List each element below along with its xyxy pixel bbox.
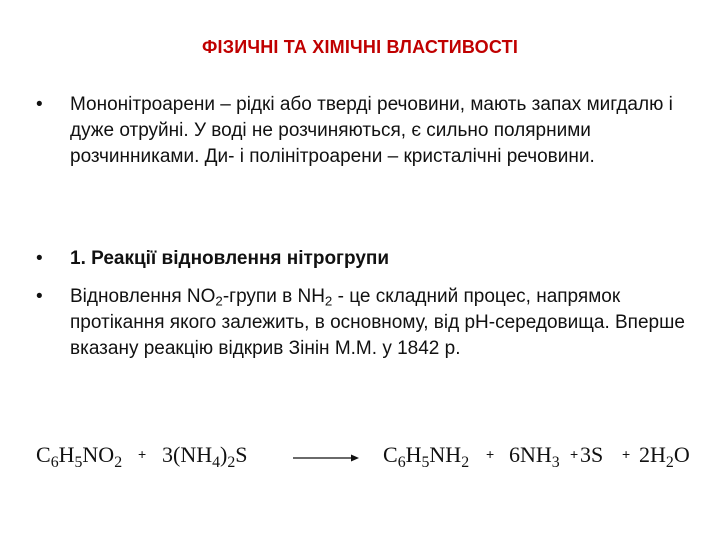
plus-sign: + xyxy=(138,446,147,462)
bullet-dot: • xyxy=(36,248,43,269)
reaction-arrow-icon xyxy=(293,453,359,463)
bullet-reduction-heading xyxy=(36,246,688,272)
bullet-text: Мононітроарени – рідкі або тверді речовини, мають запах мигдалю і дуже отруйні. У воді не розчиняються, є сильно полярними розчинниками. Ди- і полінітроарени – кристалічні речовини. xyxy=(70,94,673,167)
product-aniline: $C_6H_5NH_2$ xyxy=(383,442,470,471)
reactant-nitrobenzene: $C_6H_5NO_2$ xyxy=(36,442,123,471)
subscript: 2 xyxy=(215,293,223,309)
subscript: 2 xyxy=(324,293,333,309)
text-part: - це складний процес, напрямок протікання якого залежить, в основному, від рН-середовища. Вперше вказану реакцію відкрив Зінін М.М. у 1842 р. xyxy=(70,286,685,359)
bullet-physical-properties xyxy=(36,92,688,170)
product-ammonia: $6NH_3$ xyxy=(509,442,560,471)
bullet-reduction-description xyxy=(36,284,688,362)
product-sulfur: 3S xyxy=(580,442,604,467)
text-part: -групи в NH xyxy=(222,286,325,307)
plus-sign: + xyxy=(486,446,495,462)
bullet-dot: • xyxy=(36,286,43,307)
bullet-text xyxy=(70,284,688,362)
bullet-text: 1. Реакції відновлення нітрогрупи xyxy=(70,248,390,269)
bullet-dot: • xyxy=(36,94,43,115)
zinin-reaction-equation xyxy=(0,436,720,476)
product-water: $2H_2O$ xyxy=(639,442,690,471)
reactant-ammonium-sulfide: $3(NH_4)_2S$ xyxy=(162,442,248,471)
text-part: Відновлення NO xyxy=(70,286,216,307)
slide-title: ФІЗИЧНІ ТА ХІМІЧНІ ВЛАСТИВОСТІ xyxy=(201,37,519,57)
plus-sign: + xyxy=(570,446,579,462)
plus-sign: + xyxy=(622,446,631,462)
